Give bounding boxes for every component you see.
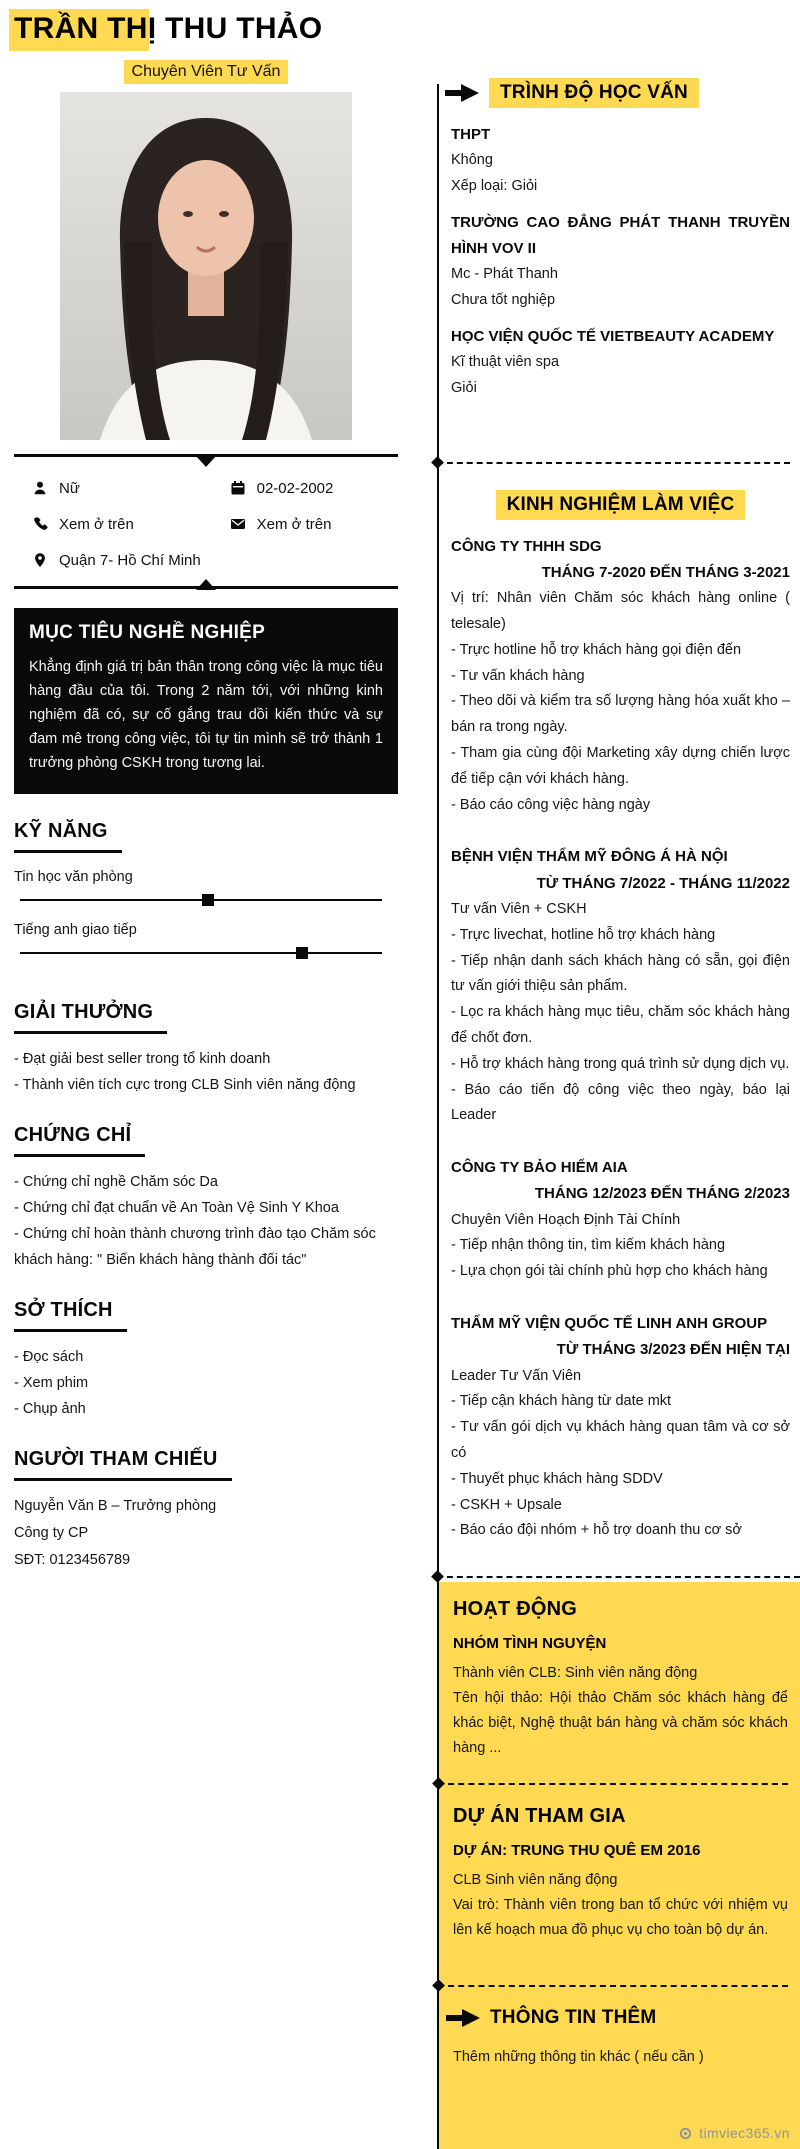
- reference-line: Công ty CP: [14, 1525, 89, 1542]
- activities-header: HOẠT ĐỘNG: [453, 1598, 578, 1620]
- projects-header: DỰ ÁN THAM GIA: [453, 1805, 626, 1827]
- education-line: Xếp loại: Giỏi: [451, 178, 538, 195]
- reference-header: NGƯỜI THAM CHIẾU: [14, 1448, 232, 1481]
- experience-line: - Tiếp cận khách hàng từ date mkt: [451, 1393, 672, 1410]
- school-name: THPT: [451, 126, 491, 143]
- more-info-header-row: [446, 2007, 788, 2029]
- job-title: Chuyên Viên Tư Vấn: [124, 60, 289, 84]
- award-item: - Đạt giải best seller trong tổ kinh doanh: [14, 1050, 271, 1067]
- dob-value: 02-02-2002: [256, 479, 334, 497]
- gender-value: Nữ: [59, 479, 80, 497]
- dob-row: [230, 474, 398, 502]
- experience-line: Tư vấn Viên + CSKH: [451, 900, 587, 917]
- objective-text: Khẳng định giá trị bản thân trong công việc là mục tiêu hàng đầu của tôi. Trong 2 năm tới, với những kinh nghiệm đã có, sự cố gắng trau dồi kiến thức và sự đam mê trong công việc, tôi tự tin mình sẽ trở thành 1 trưởng phòng CSKH trong tương lai.: [29, 659, 383, 771]
- objective-section: [14, 608, 398, 794]
- job-title-row: [14, 60, 398, 84]
- experience-line: - Trực livechat, hotline hỗ trợ khách hàng: [451, 926, 716, 943]
- phone-icon: [32, 516, 48, 532]
- experience-entry: [451, 534, 790, 819]
- watermark-text: timviec365.vn: [699, 2125, 790, 2141]
- education-line: Mc - Phát Thanh: [451, 266, 558, 283]
- experience-line: - Báo cáo công việc hàng ngày: [451, 796, 651, 813]
- experience-line: - Lọc ra khách hàng mục tiêu, chăm sóc khách hàng để chốt đơn.: [451, 1004, 790, 1046]
- experience-line: - Báo cáo tiến độ công việc theo ngày, báo lại Leader: [451, 1081, 790, 1124]
- education-entry: [451, 210, 790, 314]
- triangle-up-icon: [196, 579, 216, 590]
- more-info-header: THÔNG TIN THÊM: [490, 2007, 657, 2029]
- activities-subheader: NHÓM TÌNH NGUYỆN: [453, 1635, 607, 1652]
- email-row: [230, 510, 398, 538]
- education-line: Giỏi: [451, 379, 477, 396]
- school-name: TRƯỜNG CAO ĐẲNG PHÁT THANH TRUYỀN HÌNH VOV II: [451, 213, 790, 258]
- personal-info: [14, 466, 398, 580]
- work-period: THÁNG 12/2023 ĐẾN THÁNG 2/2023: [534, 1185, 790, 1203]
- experience-line: Vị trí: Nhân viên Chăm sóc khách hàng online ( telesale): [451, 590, 790, 633]
- experience-entry: [451, 844, 790, 1129]
- diamond-marker-icon: [431, 1570, 444, 1583]
- triangle-down-icon: [196, 456, 216, 467]
- gender-row: [32, 474, 230, 502]
- experience-line: - Thuyết phục khách hàng SDDV: [451, 1470, 663, 1487]
- activity-line: Thành viên CLB: Sinh viên năng động: [453, 1665, 698, 1682]
- right-column: [437, 78, 800, 1570]
- company-name: BỆNH VIỆN THẨM MỸ ĐÔNG Á HÀ NỘI: [451, 848, 728, 866]
- more-info-text: Thêm những thông tin khác ( nếu cần ): [453, 2049, 704, 2066]
- phone-value: Xem ở trên: [59, 515, 134, 533]
- slider-track: [20, 899, 382, 901]
- project-line: Vai trò: Thành viên trong ban tổ chức với nhiệm vụ lên kế hoạch mua đồ phục vụ cho toàn bộ dự án.: [453, 1897, 788, 1939]
- skill-label: Tin học văn phòng: [14, 868, 133, 885]
- company-name: THẨM MỸ VIỆN QUỐC TẾ LINH ANH GROUP: [451, 1315, 768, 1333]
- email-value: Xem ở trên: [256, 515, 332, 533]
- dashed-separator: [437, 462, 790, 464]
- profile-photo-illustration: [60, 92, 352, 440]
- skills-header: KỸ NĂNG: [14, 820, 122, 853]
- left-column: [14, 6, 398, 1574]
- project-line: CLB Sinh viên năng động: [453, 1872, 618, 1889]
- experience-line: - Hỗ trợ khách hàng trong quá trình sử dụng dịch vụ.: [451, 1055, 790, 1072]
- skill-label: Tiếng anh giao tiếp: [14, 921, 137, 938]
- project-subheader: DỰ ÁN: TRUNG THU QUÊ EM 2016: [453, 1842, 701, 1859]
- address-row: [32, 546, 230, 574]
- company-name: CÔNG TY THHH SDG: [451, 537, 602, 555]
- reference-line: SĐT: 0123456789: [14, 1552, 131, 1569]
- experience-line: - Tư vấn gói dịch vụ khách hàng quan tâm và cơ sở có: [451, 1419, 790, 1461]
- slider-track: [20, 952, 382, 954]
- certificate-item: - Chứng chỉ đạt chuẩn về An Toàn Vệ Sinh Y Khoa: [14, 1199, 339, 1216]
- watermark: [678, 2125, 790, 2141]
- skill-slider: [20, 947, 382, 959]
- person-icon: [32, 480, 48, 496]
- experience-line: Leader Tư Vấn Viên: [451, 1367, 582, 1384]
- dashed-separator: [438, 1985, 788, 1987]
- hobby-item: - Chụp ảnh: [14, 1401, 86, 1418]
- location-pin-icon: [32, 552, 48, 568]
- experience-line: - Lựa chọn gói tài chính phù hợp cho khách hàng: [451, 1263, 768, 1280]
- column-divider-line: [437, 84, 439, 2149]
- objective-header: MỤC TIÊU NGHỀ NGHIỆP: [29, 622, 266, 643]
- experience-header: KINH NGHIỆM LÀM VIỆC: [496, 490, 746, 520]
- experience-line: - Theo dõi và kiểm tra số lượng hàng hóa xuất kho – bán ra trong ngày.: [451, 693, 790, 736]
- profile-photo: [60, 92, 352, 440]
- education-header: TRÌNH ĐỘ HỌC VẤN: [489, 78, 699, 108]
- activity-line: Tên hội thảo: Hội thảo Chăm sóc khách hàng để khác biệt, Nghệ thuật bán hàng và chăm sóc khách hàng ...: [453, 1690, 788, 1757]
- certificate-item: - Chứng chỉ hoàn thành chương trình đào tạo Chăm sóc khách hàng: " Biến khách hàng thành đối tác": [14, 1225, 376, 1269]
- education-line: Không: [451, 152, 493, 169]
- phone-row: [32, 510, 230, 538]
- experience-header-row: [451, 490, 790, 520]
- personal-info-divider-top: [14, 448, 398, 466]
- work-period: THÁNG 7-2020 ĐẾN THÁNG 3-2021: [541, 564, 790, 582]
- experience-line: - Tiếp nhận thông tin, tìm kiếm khách hàng: [451, 1237, 726, 1254]
- certificate-item: - Chứng chỉ nghề Chăm sóc Da: [14, 1173, 218, 1190]
- awards-header: GIẢI THƯỞNG: [14, 1001, 167, 1034]
- personal-info-divider-bottom: [14, 580, 398, 598]
- education-header-row: [445, 78, 790, 108]
- company-name: CÔNG TY BẢO HIỂM AIA: [451, 1159, 628, 1177]
- education-entry: [451, 122, 790, 200]
- skill-slider: [20, 894, 382, 906]
- award-item: - Thành viên tích cực trong CLB Sinh viên năng động: [14, 1076, 356, 1093]
- dashed-separator: [437, 1576, 800, 1578]
- slider-knob: [202, 894, 214, 906]
- school-name: HỌC VIỆN QUỐC TẾ VIETBEAUTY ACADEMY: [451, 327, 775, 345]
- envelope-icon: [230, 516, 246, 532]
- experience-line: - CSKH + Upsale: [451, 1496, 562, 1513]
- education-line: Chưa tốt nghiệp: [451, 292, 556, 309]
- reference-line: Nguyễn Văn B – Trưởng phòng: [14, 1498, 217, 1515]
- experience-line: - Báo cáo đội nhóm + hỗ trợ doanh thu cơ sở: [451, 1522, 742, 1539]
- skill-item: [14, 869, 398, 906]
- experience-line: - Tiếp nhận danh sách khách hàng có sẵn, gọi điện tư vấn giới thiệu sản phẩm.: [451, 952, 790, 995]
- work-period: TỪ THÁNG 7/2022 - THÁNG 11/2022: [536, 874, 790, 892]
- experience-line: Chuyên Viên Hoạch Định Tài Chính: [451, 1211, 681, 1228]
- experience-entry: [451, 1155, 790, 1285]
- candidate-name: TRẦN THỊ THU THẢO: [14, 12, 323, 45]
- arrow-right-icon: [446, 2009, 480, 2027]
- name-block: [14, 6, 398, 54]
- experience-entry: [451, 1311, 790, 1544]
- slider-knob: [296, 947, 308, 959]
- hobbies-header: SỞ THÍCH: [14, 1299, 127, 1332]
- experience-line: - Tham gia cùng đội Marketing xây dựng chiến lược để tiếp cận với khách hàng.: [451, 745, 790, 787]
- hobby-item: - Đọc sách: [14, 1349, 84, 1366]
- hobby-item: - Xem phim: [14, 1375, 89, 1392]
- gear-icon: [678, 2126, 693, 2141]
- arrow-right-icon: [445, 84, 479, 102]
- work-period: TỪ THÁNG 3/2023 ĐẾN HIỆN TẠI: [556, 1341, 790, 1359]
- experience-line: - Tư vấn khách hàng: [451, 667, 585, 684]
- bottom-yellow-panel: [438, 1582, 800, 2149]
- education-line: Kĩ thuật viên spa: [451, 354, 560, 371]
- address-value: Quận 7- Hồ Chí Minh: [59, 551, 201, 569]
- experience-line: - Trực hotline hỗ trợ khách hàng gọi điện đến: [451, 641, 742, 658]
- calendar-icon: [230, 480, 246, 496]
- certificates-header: CHỨNG CHỈ: [14, 1124, 145, 1157]
- education-entry: [451, 324, 790, 402]
- dashed-separator: [438, 1783, 788, 1785]
- skill-item: [14, 922, 398, 959]
